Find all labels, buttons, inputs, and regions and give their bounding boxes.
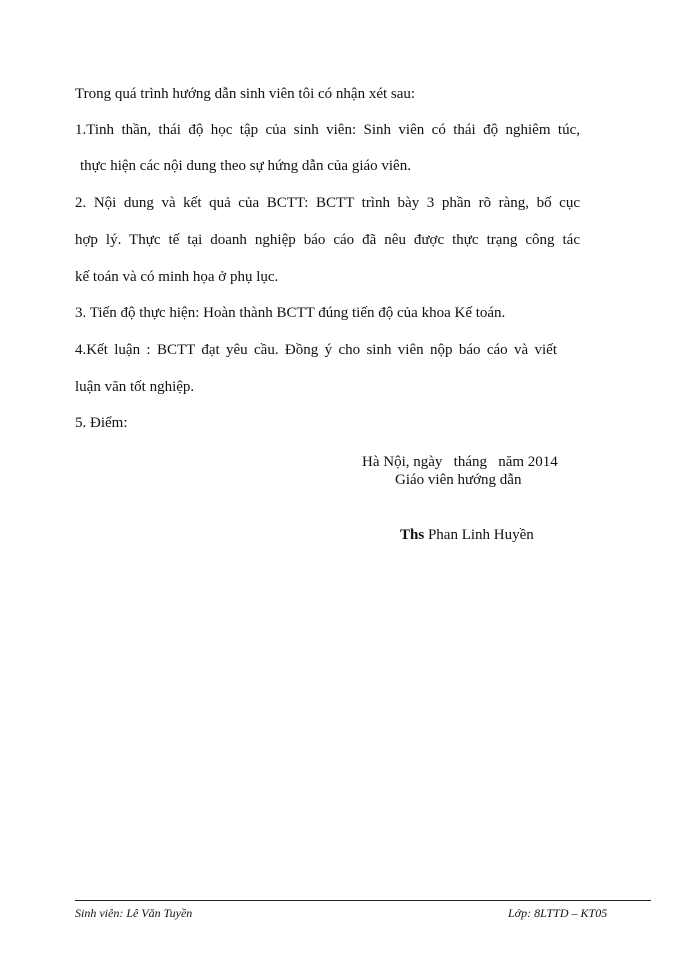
item-1-line-2: thực hiện các nội dung theo sự hứng dẫn của giáo viên. [80,158,411,174]
signature-name-line [400,526,534,544]
intro-text: Trong quá trình hướng dẫn sinh viên tôi có nhận xét sau: [75,86,416,102]
item-1-line-1: 1.Tinh thần, thái độ học tập của sinh viên: Sinh viên có thái độ nghiêm túc, [75,122,580,138]
item-5-text: 5. Điểm: [75,415,128,431]
item-4-line-2: luận văn tốt nghiệp. [75,379,195,395]
signature-place-date: Hà Nội, ngày tháng năm 2014 [362,454,558,470]
footer-student: Sinh viên: Lê Văn Tuyền [75,906,193,920]
signature-title: Ths [400,527,425,543]
signature-name: Phan Linh Huyền [427,527,534,543]
item-2-line-2: hợp lý. Thực tế tại doanh nghiệp báo cáo đã nêu được thực trạng công tác [75,232,580,248]
footer-divider [75,900,651,901]
item-2-line-1: 2. Nội dung và kết quả của BCTT: BCTT trình bày 3 phần rõ ràng, bố cục [75,195,580,211]
item-2-line-3: kế toán và có minh họa ở phụ lục. [75,269,279,285]
signature-role: Giáo viên hướng dẫn [395,472,522,488]
footer-class: Lớp: 8LTTD – KT05 [508,906,608,920]
item-3-text: 3. Tiến độ thực hiện: Hoàn thành BCTT đúng tiến độ của khoa Kế toán. [75,305,506,321]
item-4-line-1: 4.Kết luận : BCTT đạt yêu cầu. Đồng ý cho sinh viên nộp báo cáo và viết [75,342,557,358]
